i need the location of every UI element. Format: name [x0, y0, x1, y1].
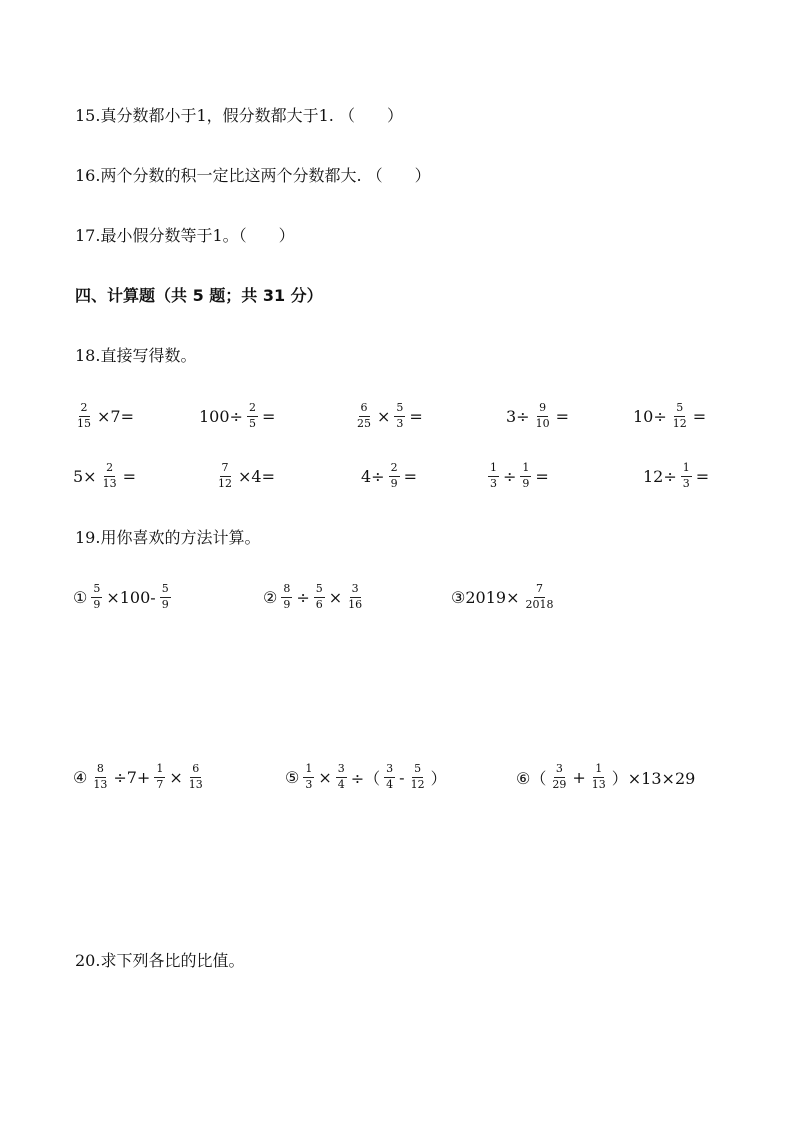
fraction: $\frac{7}{2018}$: [525, 582, 554, 611]
calc-18-2: 100÷ $\frac{2}{5}$ =: [199, 401, 276, 430]
fraction: $\frac{2}{5}$: [248, 401, 256, 430]
fraction: $\frac{1}{9}$: [522, 461, 530, 490]
fraction: $\frac{8}{13}$: [93, 762, 108, 791]
fraction: $\frac{5}{3}$: [396, 401, 404, 430]
fraction: $\frac{3}{16}$: [348, 582, 363, 611]
fraction: $\frac{5}{12}$: [410, 762, 425, 791]
fraction: $\frac{1}{7}$: [156, 762, 164, 791]
fraction: $\frac{5}{9}$: [161, 582, 169, 611]
expression-19-5: ⑤ $\frac{1}{3}$ × $\frac{3}{4}$ ÷（ $\frac{3}{4}$ - $\frac{5}{12}$ ）: [285, 762, 447, 791]
calc-18-5: 10÷ $\frac{5}{12}$ =: [633, 401, 707, 430]
fraction: $\frac{3}{29}$: [552, 762, 567, 791]
calc-18-8: 4÷ $\frac{2}{9}$ =: [361, 461, 417, 490]
question-15: 15.真分数都小于1，假分数都大于1. （ ）: [75, 106, 403, 125]
section-heading: 四、计算题（共 5 题；共 31 分）: [75, 286, 323, 305]
calc-18-10: 12÷ $\frac{1}{3}$ =: [643, 461, 710, 490]
fraction: $\frac{5}{9}$: [93, 582, 101, 611]
fraction: $\frac{2}{15}$: [77, 401, 91, 430]
fraction: $\frac{1}{3}$: [305, 762, 313, 791]
fraction: $\frac{6}{25}$: [357, 401, 371, 430]
fraction: $\frac{8}{9}$: [283, 582, 291, 611]
calc-18-1: $\frac{2}{15}$ ×7=: [77, 401, 134, 430]
expression-19-2: ② $\frac{8}{9}$ ÷ $\frac{5}{6}$ × $\frac{3}{16}$: [263, 582, 363, 611]
calc-18-4: 3÷ $\frac{9}{10}$ =: [506, 401, 569, 430]
fraction: $\frac{3}{4}$: [337, 762, 345, 791]
question-16: 16.两个分数的积一定比这两个分数都大. （ ）: [75, 166, 431, 185]
fraction: $\frac{5}{6}$: [315, 582, 323, 611]
question-18-title: 18.直接写得数。: [75, 346, 197, 365]
calc-18-9: $\frac{1}{3}$ ÷ $\frac{1}{9}$ =: [490, 461, 549, 490]
fraction: $\frac{6}{13}$: [188, 762, 203, 791]
expression-19-1: ① $\frac{5}{9}$ ×100- $\frac{5}{9}$: [73, 582, 169, 611]
question-19-title: 19.用你喜欢的方法计算。: [75, 528, 261, 547]
fraction: $\frac{3}{4}$: [386, 762, 394, 791]
fraction: $\frac{1}{3}$: [490, 461, 497, 490]
fraction: $\frac{2}{13}$: [102, 461, 117, 490]
calc-18-6: 5× $\frac{2}{13}$ =: [73, 461, 136, 490]
fraction: $\frac{1}{3}$: [682, 461, 690, 490]
question-20-title: 20.求下列各比的比值。: [75, 951, 245, 970]
expression-19-3: ③2019× $\frac{7}{2018}$: [451, 582, 554, 611]
fraction: $\frac{5}{12}$: [672, 401, 687, 430]
fraction: $\frac{1}{13}$: [591, 762, 606, 791]
expression-19-6: ⑥（ $\frac{3}{29}$ + $\frac{1}{13}$ ）×13×29: [516, 762, 696, 791]
question-17: 17.最小假分数等于1。（ ）: [75, 226, 295, 245]
fraction: $\frac{7}{12}$: [218, 461, 232, 490]
fraction: $\frac{2}{9}$: [390, 461, 398, 490]
calc-18-3: $\frac{6}{25}$ × $\frac{5}{3}$ =: [357, 401, 423, 430]
fraction: $\frac{9}{10}$: [535, 401, 550, 430]
calc-18-7: $\frac{7}{12}$ ×4=: [218, 461, 275, 490]
expression-19-4: ④ $\frac{8}{13}$ ÷7+ $\frac{1}{7}$ × $\frac{6}{13}$: [73, 762, 203, 791]
